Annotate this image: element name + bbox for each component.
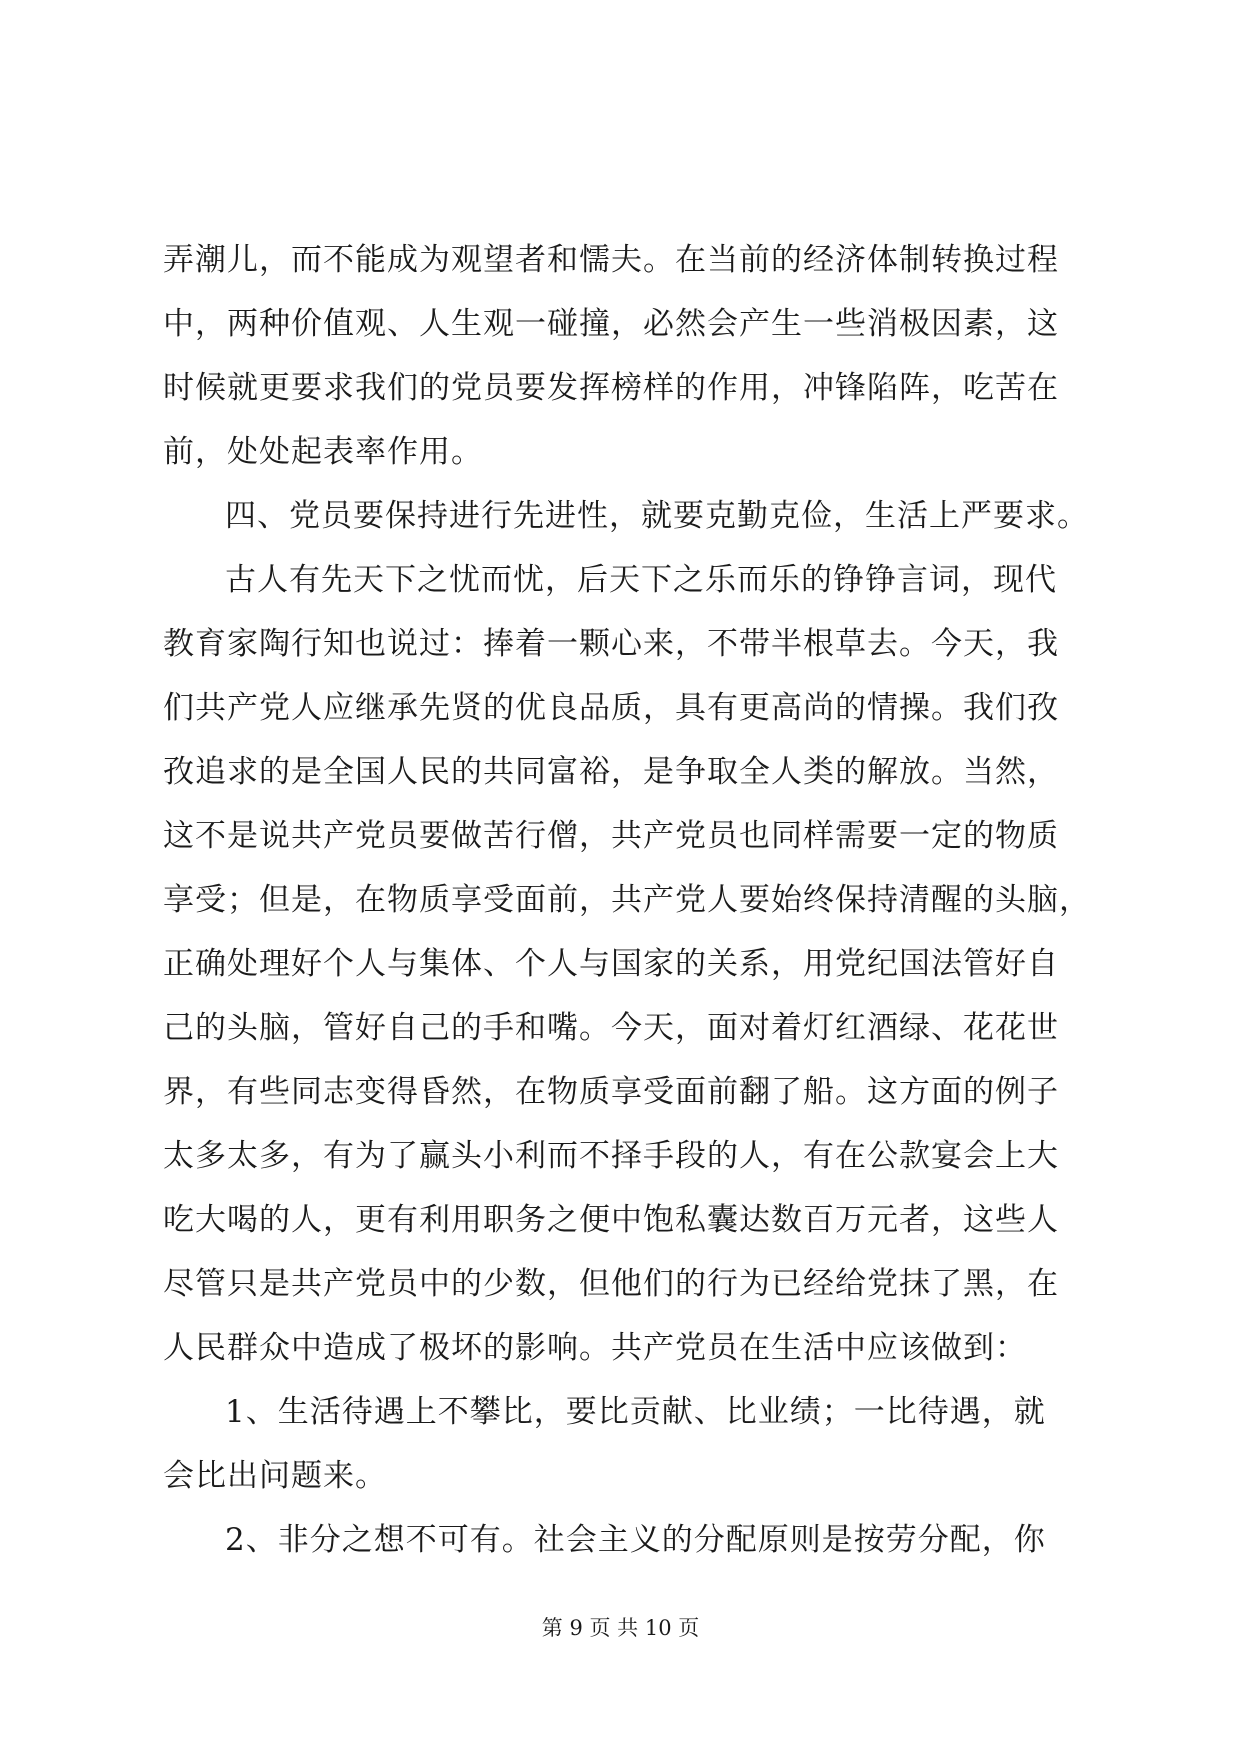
text-line: 古人有先天下之忧而忧，后天下之乐而乐的铮铮言词，现代: [225, 562, 1057, 598]
text-line: 享受；但是，在物质享受面前，共产党人要始终保持清醒的头脑，: [163, 882, 1091, 918]
text-line: 前，处处起表率作用。: [163, 434, 483, 470]
text-line: 吃大喝的人，更有利用职务之便中饱私囊达数百万元者，这些人: [163, 1202, 1059, 1238]
text-line: 们共产党人应继承先贤的优良品质，具有更高尚的情操。我们孜: [163, 690, 1059, 726]
text-line: 孜追求的是全国人民的共同富裕，是争取全人类的解放。当然，: [163, 754, 1059, 790]
text-line: 中，两种价值观、人生观一碰撞，必然会产生一些消极因素，这: [163, 306, 1059, 342]
page-number-footer: 第 9 页 共 10 页: [541, 1616, 700, 1640]
text-line: 这不是说共产党员要做苦行僧，共产党员也同样需要一定的物质: [163, 818, 1059, 854]
text-line: 2、非分之想不可有。社会主义的分配原则是按劳分配，你: [225, 1522, 1046, 1558]
text-line: 太多太多，有为了赢头小利而不择手段的人，有在公款宴会上大: [163, 1138, 1059, 1174]
text-line: 尽管只是共产党员中的少数，但他们的行为已经给党抹了黑，在: [163, 1266, 1059, 1302]
section-heading: [163, 484, 1089, 548]
document-body: [163, 228, 1091, 1572]
text-line: 正确处理好个人与集体、个人与国家的关系，用党纪国法管好自: [163, 946, 1059, 982]
paragraph: [163, 228, 1083, 484]
text-line: 人民群众中造成了极坏的影响。共产党员在生活中应该做到：: [163, 1330, 1027, 1366]
text-line: 己的头脑，管好自己的手和嘴。今天，面对着灯红酒绿、花花世: [163, 1010, 1059, 1046]
text-line: 界，有些同志变得昏然，在物质享受面前翻了船。这方面的例子: [163, 1074, 1059, 1110]
paragraph: [163, 548, 1091, 1380]
text-line: 弄潮儿，而不能成为观望者和懦夫。在当前的经济体制转换过程: [163, 242, 1059, 278]
text-line: 时候就更要求我们的党员要发挥榜样的作用，冲锋陷阵，吃苦在: [163, 370, 1059, 406]
text-line: 教育家陶行知也说过：捧着一颗心来，不带半根草去。今天，我: [163, 626, 1059, 662]
text-line: 会比出问题来。: [163, 1458, 387, 1494]
list-item: [163, 1508, 1083, 1572]
list-item: [163, 1380, 1083, 1508]
text-line: 1、生活待遇上不攀比，要比贡献、比业绩；一比待遇，就: [225, 1394, 1046, 1430]
text-line: 四、党员要保持进行先进性，就要克勤克俭，生活上严要求。: [225, 498, 1089, 534]
